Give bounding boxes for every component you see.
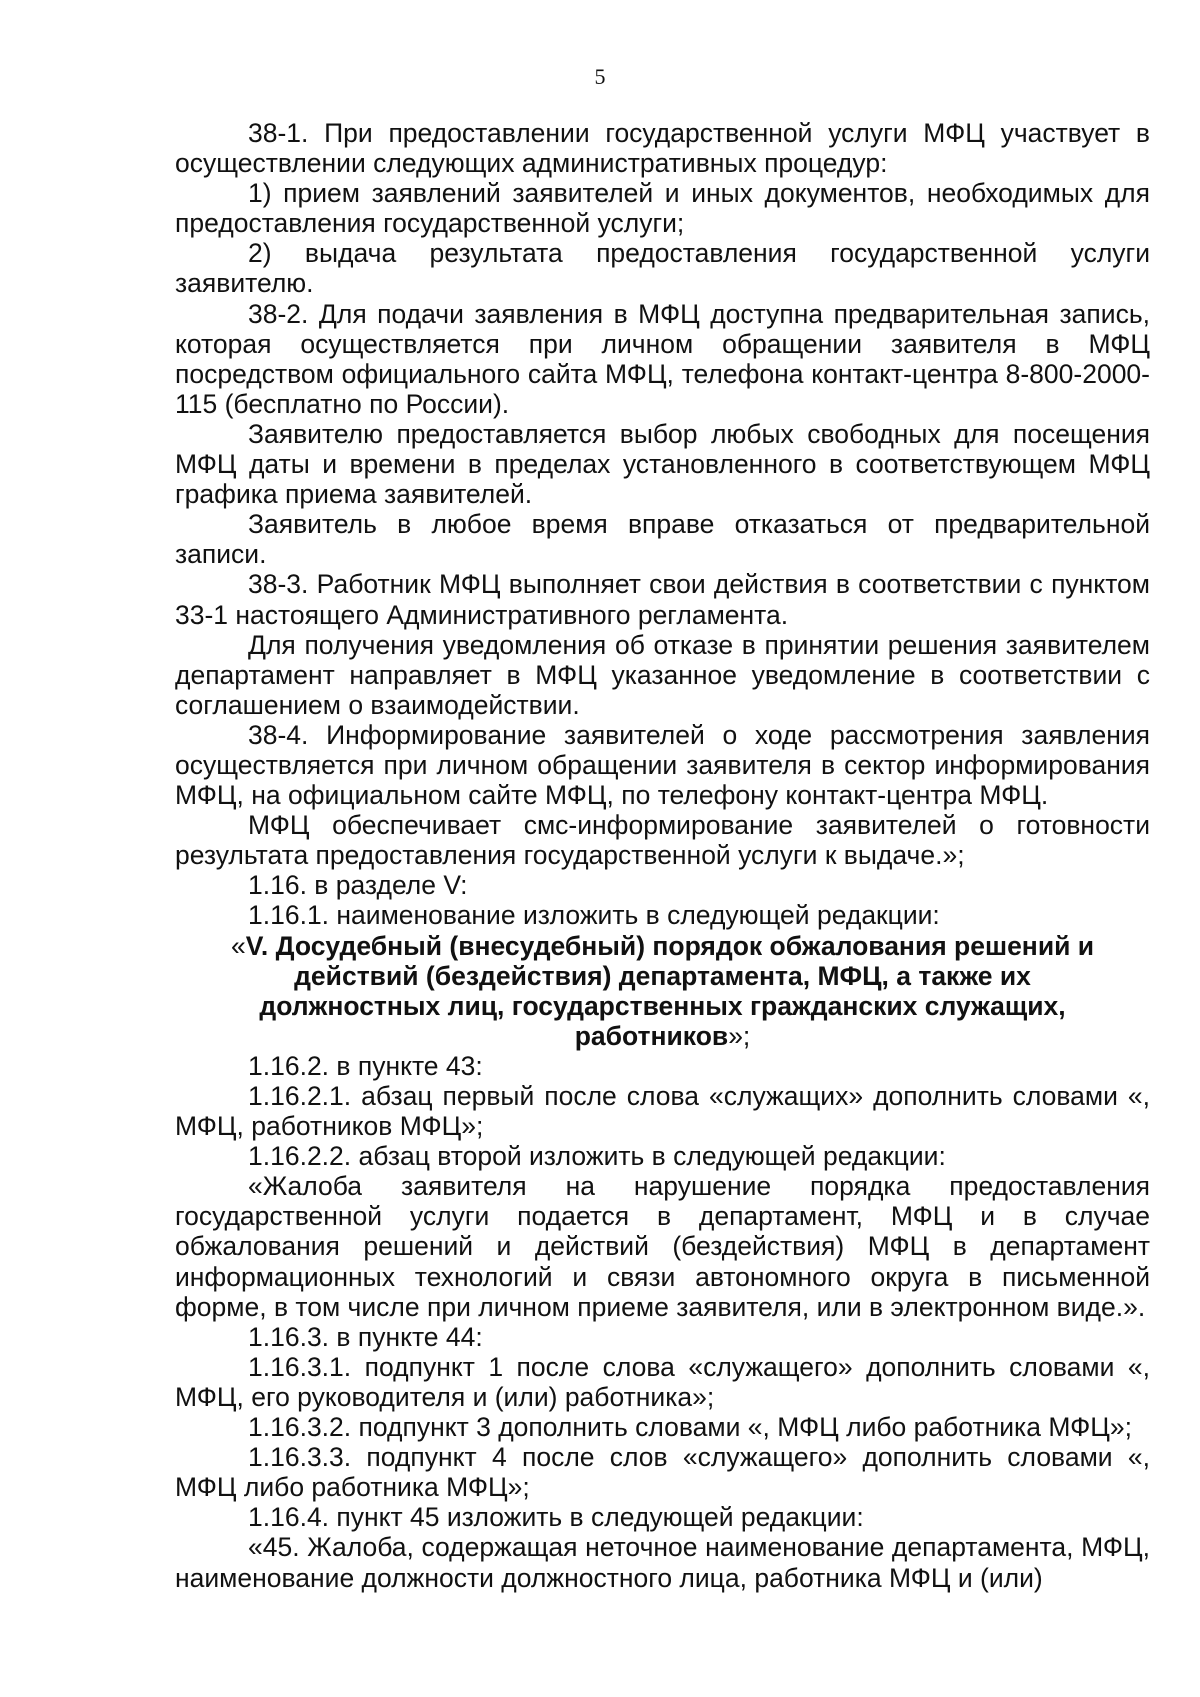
paragraph-45: «45. Жалоба, содержащая неточное наименование департамента, МФЦ, наименование должности должностного лица, работника МФЦ и (или) [175, 1532, 1150, 1593]
paragraph-38-3: 38-3. Работник МФЦ выполняет свои действия в соответствии с пунктом 33-1 настоящего Административного регламента. [175, 569, 1150, 630]
paragraph-1-16-1: 1.16.1. наименование изложить в следующей редакции: [248, 900, 940, 931]
paragraph-1-16-3-3: 1.16.3.3. подпункт 4 после слов «служащего» дополнить словами «, МФЦ либо работника МФЦ»; [175, 1442, 1150, 1503]
paragraph-1-16-4: 1.16.4. пункт 45 изложить в следующей редакции: [248, 1502, 864, 1533]
document-body [175, 118, 1150, 1593]
paragraph-38-1: 38-1. При предоставлении государственной услуги МФЦ участвует в осуществлении следующих административных процедур: [175, 118, 1150, 179]
paragraph-appointment-choice: Заявителю предоставляется выбор любых свободных для посещения МФЦ даты и времени в пределах установленного в соответствующем МФЦ графика приема заявителей. [175, 418, 1150, 510]
paragraph-1-16-2: 1.16.2. в пункте 43: [248, 1050, 483, 1081]
paragraph-item-1: 1) прием заявлений заявителей и иных документов, необходимых для предоставления государственной услуги; [175, 178, 1150, 239]
paragraph-1-16-3-2: 1.16.3.2. подпункт 3 дополнить словами «, МФЦ либо работника МФЦ»; [248, 1412, 1132, 1443]
paragraph-appointment-cancel: Заявитель в любое время вправе отказаться от предварительной записи. [175, 509, 1150, 570]
paragraph-1-16-2-2: 1.16.2.2. абзац второй изложить в следующей редакции: [248, 1141, 946, 1172]
paragraph-1-16-2-1: 1.16.2.1. абзац первый после слова «служащих» дополнить словами «, МФЦ, работников МФЦ»; [175, 1081, 1150, 1142]
paragraph-1-16: 1.16. в разделе V: [248, 870, 468, 901]
paragraph-refusal-notice: Для получения уведомления об отказе в принятии решения заявителем департамент направляет в МФЦ указанное уведомление в соответствии с соглашением о взаимодействии. [175, 629, 1150, 720]
paragraph-38-4: 38-4. Информирование заявителей о ходе рассмотрения заявления осуществляется при личном обращении заявителя в сектор информирования МФЦ, на официальном сайте МФЦ, по телефону контакт-центра МФЦ. [175, 719, 1150, 811]
paragraph-complaint-text: «Жалоба заявителя на нарушение порядка предоставления государственной услуги подается в департамент, МФЦ и в случае обжалования решений и действий (бездействия) МФЦ в департамент информационных технологий и связи автономного округа в письменной форме, в том числе при личном приеме заявителя, или в электронном виде.». [175, 1171, 1150, 1322]
paragraph-item-2: 2) выдача результата предоставления государственной услуги заявителю. [175, 238, 1150, 299]
paragraph-38-2: 38-2. Для подачи заявления в МФЦ доступна предварительная запись, которая осуществляется при личном обращении заявителя в МФЦ посредством официального сайта МФЦ, телефона контакт-центра 8-800-2000-115 (бесплатно по России). [175, 298, 1150, 419]
heading-bold-text: V. Досудебный (внесудебный) порядок обжалования решений и действий (бездействия) департамента, МФЦ, а также их должностных лиц, государственных гражданских служащих, работников [245, 930, 1095, 1051]
paragraph-1-16-3: 1.16.3. в пункте 44: [248, 1321, 483, 1352]
heading-open-quote: « [230, 930, 246, 961]
paragraph-sms-info: МФЦ обеспечивает смс-информирование заявителей о готовности результата предоставления государственной услуги к выдаче.»; [175, 810, 1150, 871]
section-heading [175, 931, 1150, 1051]
heading-close-quote: »; [728, 1020, 751, 1051]
paragraph-1-16-3-1: 1.16.3.1. подпункт 1 после слова «служащего» дополнить словами «, МФЦ, его руководителя и (или) работника»; [175, 1351, 1150, 1412]
page-number: 5 [594, 64, 606, 89]
